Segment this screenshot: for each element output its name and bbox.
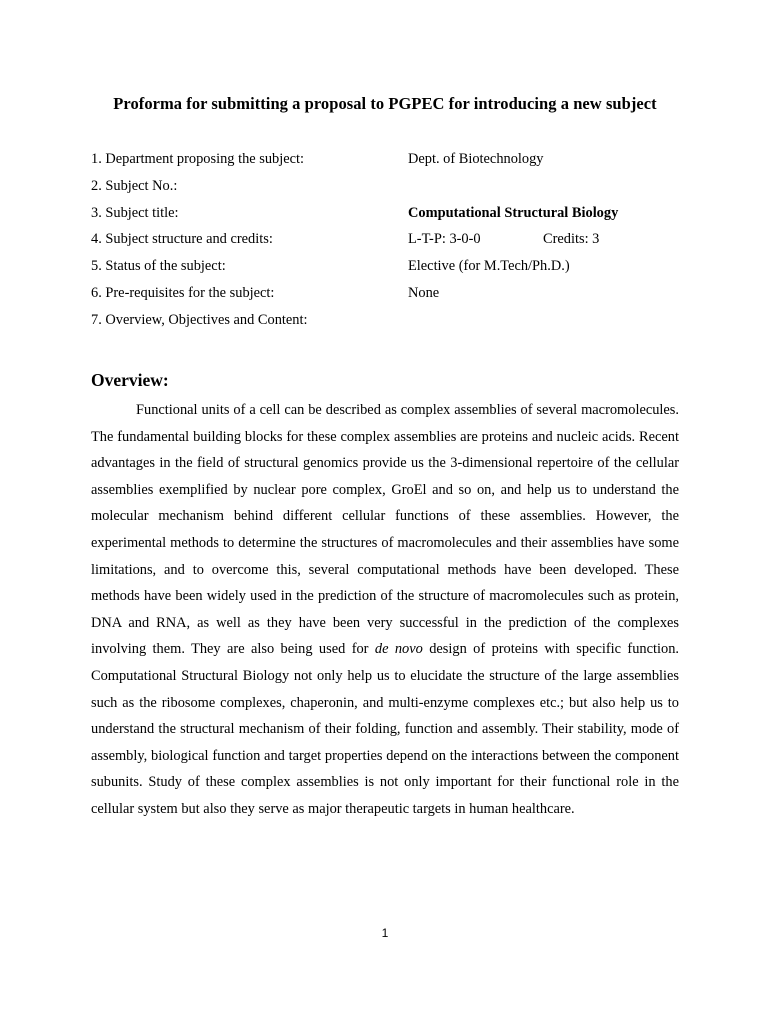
field-label-structure: 4. Subject structure and credits: [91,231,273,247]
overview-paragraph [91,397,679,823]
field-row-subject-no [91,178,691,198]
field-value-prerequisites: None [408,285,440,301]
field-row-overview-objectives [91,312,691,332]
overview-text-part-1: Functional units of a cell can be described as complex assemblies of several macromolecules. The fundamental building blocks for these complex assemblies are proteins and nucleic acids. Recent advantages in the field of structural genomics provide us the 3-dimensional repertoire of the cellular assemblies exemplified by nuclear pore complex, GroEl and so on, and help us to understand the molecular mechanism behind different cellular functions of these assemblies. However, the experimental methods to determine the structures of macromolecules and their assemblies have some limitations, and to overcome this, several computational methods have been developed. These methods have been widely used in the prediction of the structure of macromolecules such as protein, DNA and RNA, as well as they have been very successful in the prediction of the complexes involving them. They are also being used for [91,402,679,658]
overview-text-italic: de novo [374,641,423,658]
page-number: 1 [381,926,389,940]
field-value-subject-title: Computational Structural Biology [408,205,619,221]
field-label-subject-title: 3. Subject title: [91,205,179,221]
field-label-subject-no: 2. Subject No.: [91,178,178,194]
overview-heading: Overview: [91,370,169,390]
field-label-department: 1. Department proposing the subject: [91,151,305,167]
field-label-status: 5. Status of the subject: [91,258,226,274]
field-row-structure-credits [91,231,691,251]
field-value-credits: Credits: 3 [543,231,600,247]
field-label-prerequisites: 6. Pre-requisites for the subject: [91,285,275,301]
field-row-status [91,258,691,278]
field-value-department: Dept. of Biotechnology [408,151,544,167]
field-row-prerequisites [91,285,691,305]
field-value-status: Elective (for M.Tech/Ph.D.) [408,258,570,274]
field-value-ltp: L-T-P: 3-0-0 [408,231,481,247]
field-row-subject-title [91,205,691,225]
overview-text-part-2: design of proteins with specific function. Computational Structural Biology not only help us to elucidate the structure of the large assemblies such as the ribosome complexes, chaperonin, and multi-enzyme complexes etc.; but also help us to understand the structural mechanism of their folding, function and assembly. Their stability, mode of assembly, biological function and target properties depend on the interactions between the component subunits. Study of these complex assemblies is not only important for their functional role in the cellular system but also they serve as major therapeutic targets in human healthcare. [91,641,679,817]
field-row-department [91,151,691,171]
field-label-overview-objectives: 7. Overview, Objectives and Content: [91,312,308,328]
page-title: Proforma for submitting a proposal to PGPEC for introducing a new subject [113,94,657,113]
